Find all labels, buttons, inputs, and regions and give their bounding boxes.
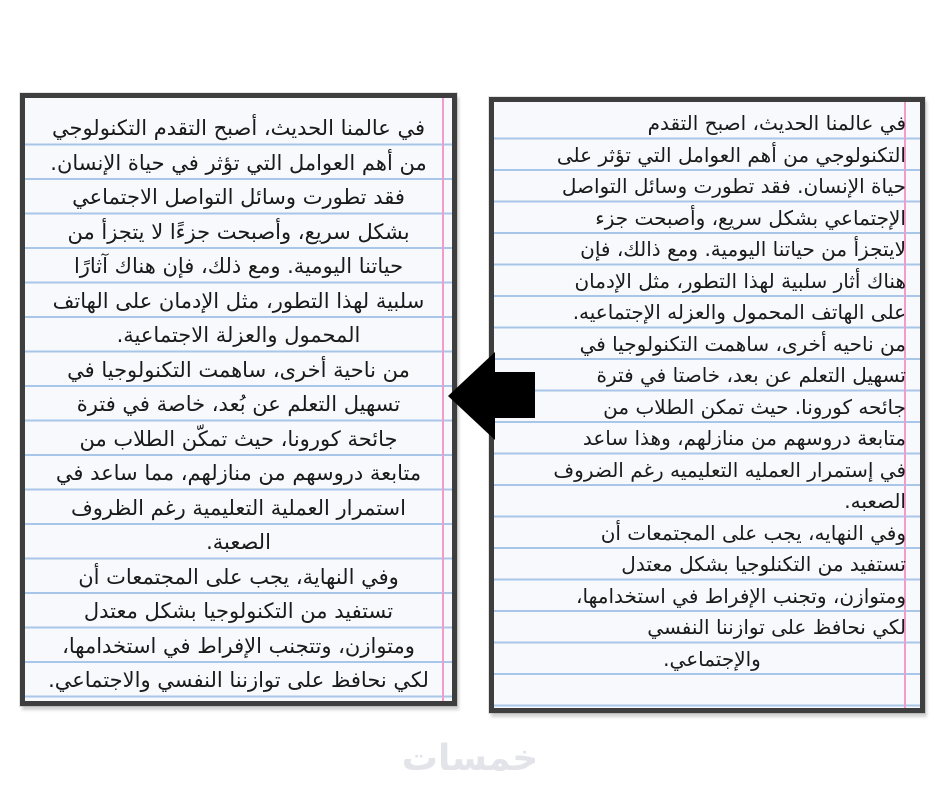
text-line: حياة الإنسان. فقد تطورت وسائل التواصل (561, 174, 906, 198)
text-line: لكي نحافظ على توازننا النفسي (647, 615, 906, 639)
text-line: بشكل سريع، وأصبحت جزءًا لا يتجزأ من (67, 219, 410, 244)
original-page (489, 97, 925, 713)
text-line: من ناحية أخرى، ساهمت التكنولوجيا في (67, 357, 410, 382)
text-line: الصعبه. (844, 489, 906, 513)
text-line: سلبية لهذا التطور، مثل الإدمان على الهاتف (52, 288, 425, 313)
text-line: لايتجزأ من حياتنا اليومية. ومع ذالك، فإن (580, 237, 906, 261)
text-line: حياتنا اليومية. ومع ذلك، فإن هناك آثارًا (73, 254, 404, 278)
left-arrow-shape (448, 352, 535, 440)
text-line: متابعة دروسهم من منازلهم، وهذا ساعد (582, 426, 906, 450)
corrected-page (20, 93, 457, 706)
text-line: على الهاتف المحمول والعزله الإجتماعيه. (572, 300, 906, 324)
text-line: هناك أثار سلبية لهذا التطور، مثل الإدمان (574, 268, 906, 293)
text-line: في إستمرار العمليه التعليميه رغم الضروف (553, 457, 906, 482)
text-line: الصعبة. (206, 530, 271, 554)
text-line: وفي النهايه، يجب على المجتمعات أن (600, 520, 906, 545)
text-line: في عالمنا الحديث، أصبح التقدم التكنولوجي (51, 116, 426, 140)
text-line: تسهيل التعلم عن بعد، خاصتا في فترة (596, 363, 906, 387)
text-line: من أهم العوامل التي تؤثر في حياة الإنسان. (50, 150, 427, 175)
text-line: استمرار العملية التعليمية رغم الظروف (70, 495, 406, 520)
text-line: من ناحيه أخرى، ساهمت التكنولوجيا في (579, 331, 906, 356)
text-line: تستفيد من التكنولوجيا بشكل معتدل (83, 599, 394, 623)
text-line: ومتوازن، وتجنب الإفراط في استخدامها، (576, 583, 906, 608)
text-line: التكنولوجي من أهم العوامل التي تؤثر على (556, 142, 906, 167)
text-line: لكي نحافظ على توازننا النفسي والاجتماعي. (48, 668, 429, 692)
original-page-text (494, 102, 920, 708)
text-line: فقد تطورت وسائل التواصل الاجتماعي (72, 185, 405, 209)
text-line: ومتوازن، وتتجنب الإفراط في استخدامها، (62, 633, 415, 658)
left-arrow-icon (440, 345, 540, 445)
corrected-page-text (25, 98, 452, 701)
text-line: تسهيل التعلم عن بُعد، خاصة في فترة (76, 392, 401, 416)
text-line: في عالمنا الحديث، اصبح التقدم (647, 111, 906, 135)
text-line: جائحة كورونا، حيث تمكّن الطلاب من (79, 426, 398, 451)
khamsat-watermark: خمسات (401, 738, 539, 779)
text-line: تستفيد من التكنلوجيا بشكل معتدل (621, 552, 906, 576)
text-line: وفي النهاية، يجب على المجتمعات أن (78, 564, 399, 589)
text-line: الإجتماعي بشكل سريع، وأصبحت جزء (595, 205, 906, 230)
text-line: المحمول والعزلة الاجتماعية. (116, 323, 361, 347)
text-line: جائحه كورونا. حيث تمكن الطلاب من (603, 394, 906, 419)
text-line: والإجتماعي. (663, 646, 761, 671)
text-line: متابعة دروسهم من منازلهم، مما ساعد في (55, 461, 422, 485)
